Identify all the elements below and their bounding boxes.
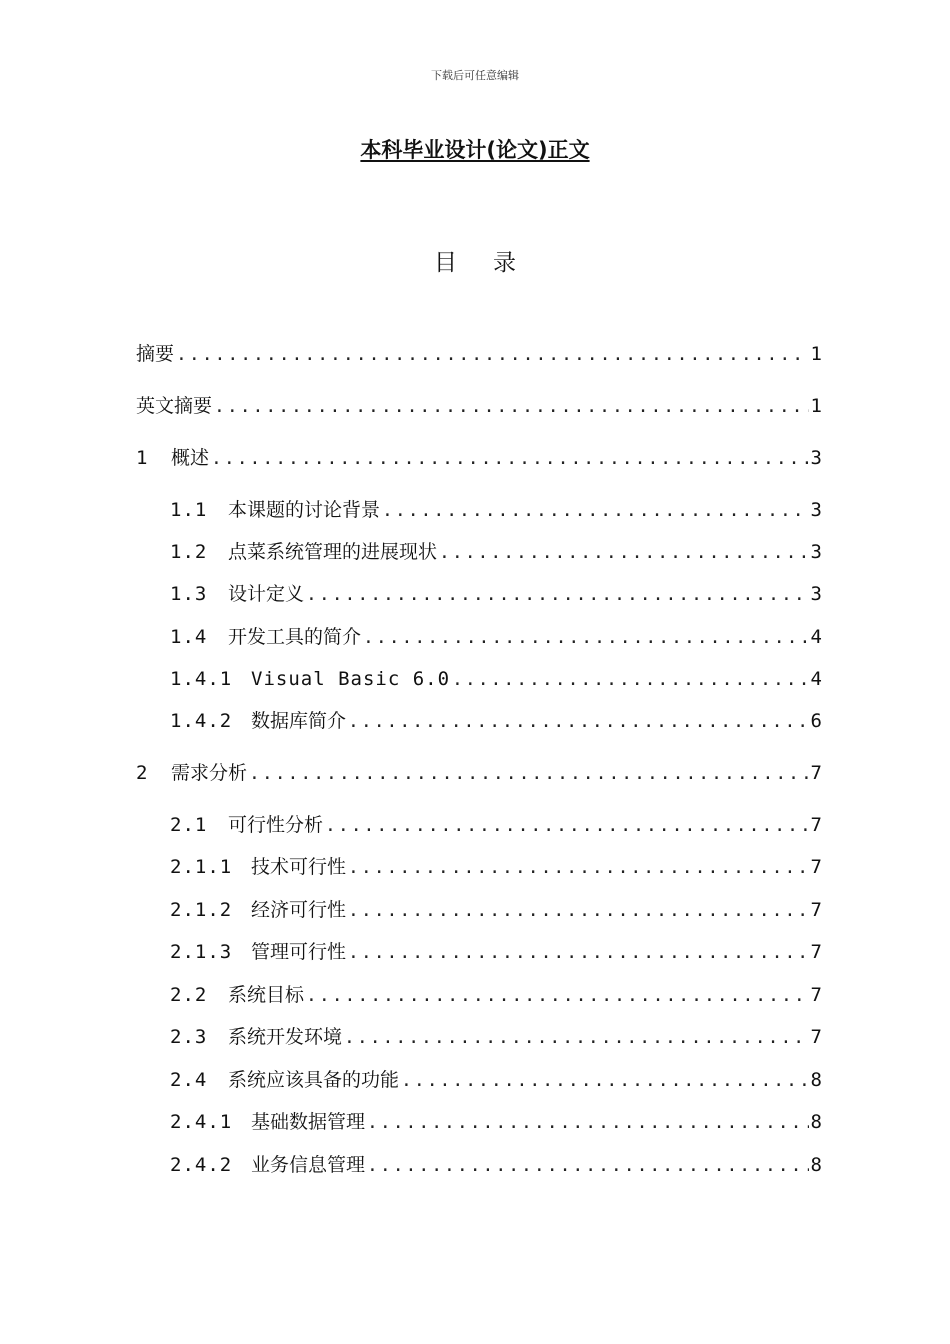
toc-entry-label: 系统目标: [228, 984, 305, 1006]
toc-leader-dots: [367, 1109, 809, 1137]
toc-entry-page: 7: [810, 762, 822, 784]
toc-entry-page: 7: [810, 899, 822, 921]
toc-leader-dots: [214, 393, 809, 421]
toc-entry-label: 系统开发环境: [228, 1026, 343, 1048]
toc-entry-label: 可行性分析: [228, 814, 324, 836]
toc-entry-2[interactable]: [136, 759, 822, 788]
document-title: [0, 134, 950, 164]
toc-entry-number: 1.1: [170, 499, 208, 521]
toc-entry-1[interactable]: [136, 444, 822, 473]
toc-leader-dots: [325, 812, 809, 840]
toc-entry-number: 1.2: [170, 541, 208, 563]
toc-entry-page: 1: [810, 343, 822, 365]
toc-entry-number: 1: [136, 447, 149, 469]
toc-leader-dots: [439, 539, 809, 567]
toc-entry-label: 业务信息管理: [251, 1154, 366, 1176]
toc-entry-label: 管理可行性: [251, 941, 347, 963]
toc-entry-number: 2.1.1: [170, 856, 233, 878]
toc-entry-page: 6: [810, 710, 822, 732]
toc-entry-1-4-2[interactable]: [170, 707, 822, 736]
toc-entry-page: 7: [810, 814, 822, 836]
toc-entry-page: 4: [810, 626, 822, 648]
toc-entry-label: 经济可行性: [251, 899, 347, 921]
toc-leader-dots: [176, 341, 809, 369]
toc-heading: 目录: [434, 250, 552, 276]
toc-entry-label: 需求分析: [171, 762, 248, 784]
toc-entry-number: 2.1: [170, 814, 208, 836]
toc-leader-dots: [348, 939, 809, 967]
toc-entry-2-1-3[interactable]: [170, 938, 822, 967]
toc-entry-2-4[interactable]: [170, 1066, 822, 1095]
toc-entry-number: 1.4: [170, 626, 208, 648]
toc-entry-number: 1.4.1: [170, 668, 233, 690]
toc-entry-number: 2.1.2: [170, 899, 233, 921]
toc-entry-label: 英文摘要: [136, 395, 213, 417]
toc-entry-label: 概述: [171, 447, 210, 469]
toc-entry-label: 开发工具的简介: [228, 626, 362, 648]
toc-leader-dots: [363, 624, 809, 652]
toc-leader-dots: [306, 982, 809, 1010]
toc-entry-page: 8: [810, 1111, 822, 1133]
toc-leader-dots: [401, 1067, 809, 1095]
document-title-text: 本科毕业设计(论文)正文: [360, 138, 590, 162]
toc-entry-number: 1.3: [170, 583, 208, 605]
toc-entry-page: 8: [810, 1154, 822, 1176]
toc-entry-page: 4: [810, 668, 822, 690]
toc-entry-2-4-1[interactable]: [170, 1108, 822, 1137]
toc-entry-1-3[interactable]: [170, 580, 822, 609]
toc-entry-label: 本课题的讨论背景: [228, 499, 381, 521]
toc-entry-english-abstract[interactable]: [136, 392, 822, 421]
toc-entry-page: 7: [810, 984, 822, 1006]
toc-leader-dots: [348, 854, 809, 882]
toc-leader-dots: [348, 708, 809, 736]
toc-entry-label: 摘要: [136, 343, 175, 365]
toc-entry-page: 1: [810, 395, 822, 417]
toc-entry-page: 7: [810, 1026, 822, 1048]
toc-leader-dots: [344, 1024, 809, 1052]
toc-entry-abstract[interactable]: [136, 340, 822, 369]
toc-entry-page: 7: [810, 856, 822, 878]
toc-leader-dots: [382, 497, 809, 525]
toc-entry-2-1-2[interactable]: [170, 896, 822, 925]
toc-leader-dots: [367, 1152, 809, 1180]
toc-entry-page: 3: [810, 541, 822, 563]
toc-entry-label: 系统应该具备的功能: [228, 1069, 400, 1091]
toc-entry-1-4-1[interactable]: [170, 665, 822, 694]
toc-entry-number: 1.4.2: [170, 710, 233, 732]
toc-leader-dots: [249, 760, 809, 788]
toc-entry-label: 基础数据管理: [251, 1111, 366, 1133]
toc-entry-number: 2.4.2: [170, 1154, 233, 1176]
toc-entry-page: 8: [810, 1069, 822, 1091]
toc-entry-page: 7: [810, 941, 822, 963]
toc-entry-2-4-2[interactable]: [170, 1151, 822, 1180]
toc-entry-number: 2: [136, 762, 149, 784]
toc-entry-label: 数据库简介: [251, 710, 347, 732]
toc-entry-2-1-1[interactable]: [170, 853, 822, 882]
toc-entry-label: 技术可行性: [251, 856, 347, 878]
toc-entry-label: Visual Basic 6.0: [251, 668, 451, 690]
header-note: 下载后可任意编辑: [431, 69, 519, 82]
toc-entry-page: 3: [810, 447, 822, 469]
toc-entry-2-3[interactable]: [170, 1023, 822, 1052]
toc-entry-number: 2.4.1: [170, 1111, 233, 1133]
toc-leader-dots: [306, 581, 809, 609]
toc-entry-1-1[interactable]: [170, 496, 822, 525]
toc-entry-number: 2.1.3: [170, 941, 233, 963]
toc-entry-2-1[interactable]: [170, 811, 822, 840]
toc-leader-dots: [211, 445, 809, 473]
toc-entry-2-2[interactable]: [170, 981, 822, 1010]
toc-entry-page: 3: [810, 499, 822, 521]
toc-leader-dots: [348, 897, 809, 925]
toc-entry-number: 2.3: [170, 1026, 208, 1048]
toc-entry-1-2[interactable]: [170, 538, 822, 567]
toc-entry-1-4[interactable]: [170, 623, 822, 652]
toc-entry-page: 3: [810, 583, 822, 605]
toc-entry-label: 设计定义: [228, 583, 305, 605]
toc-entry-number: 2.2: [170, 984, 208, 1006]
toc-entry-number: 2.4: [170, 1069, 208, 1091]
toc-entry-label: 点菜系统管理的进展现状: [228, 541, 438, 563]
toc-leader-dots: [452, 666, 809, 694]
